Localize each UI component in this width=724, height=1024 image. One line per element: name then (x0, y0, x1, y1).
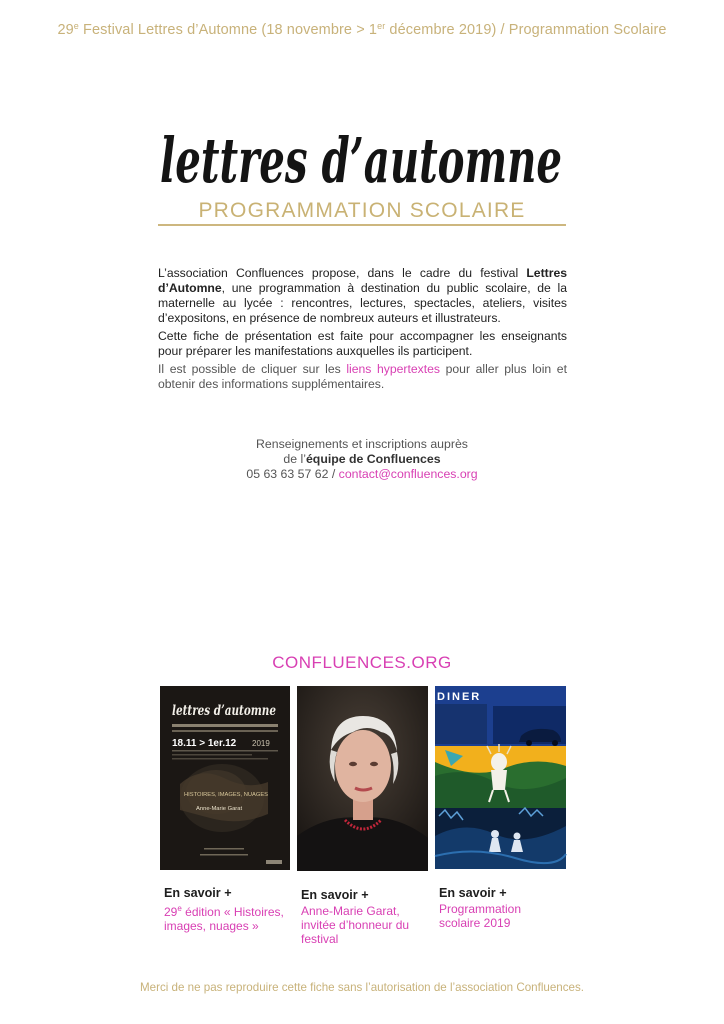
learn-more-button[interactable]: En savoir + (164, 886, 232, 900)
intro-p3-start: Il est possible de cliquer sur les (158, 362, 347, 376)
edition-link-text: édition « Histoires, images, nuages » (164, 905, 284, 933)
learn-more-button[interactable]: En savoir + (439, 886, 507, 900)
poster-year: 2019 (252, 739, 270, 748)
card-guest-author (301, 888, 429, 946)
edition-suffix: e (73, 21, 79, 31)
school-program-illustration[interactable] (435, 686, 566, 869)
date-suffix: er (377, 21, 386, 31)
contact-block (0, 437, 724, 482)
confluences-site-link[interactable]: CONFLUENCES.ORG (272, 653, 452, 672)
contact-line-2 (0, 452, 724, 467)
author-portrait-image[interactable] (297, 686, 428, 871)
diner-sign: DINER (437, 691, 482, 703)
program-title: PROGRAMMATION SCOLAIRE (198, 199, 526, 222)
intro-paragraph-3 (158, 362, 567, 392)
team-name: équipe de Confluences (305, 452, 441, 466)
card-festival-edition (164, 886, 296, 933)
intro-paragraph-1 (158, 266, 567, 326)
intro-paragraph-2: Cette fiche de présentation est faite pour accompagner les enseignants pour préparer les manifestations auxquelles ils participent. (158, 329, 567, 358)
poster-dates: 18.11 > 1er.12 (172, 738, 237, 749)
contact-line-3 (0, 467, 724, 482)
edition-link-number: 29 (164, 905, 178, 919)
logo-text: lettres d’automne (160, 124, 562, 197)
phone-number: 05 63 63 57 62 / (246, 467, 339, 481)
title-divider (158, 224, 566, 226)
hypertext-link[interactable]: liens hypertextes (346, 362, 440, 376)
contact-prefix: de l’ (283, 452, 306, 466)
footer-notice: Merci de ne pas reproduire cette fiche sans l’autorisation de l’association Confluences. (139, 981, 585, 994)
header-tail: décembre 2019) / Programmation Scolaire (385, 22, 667, 38)
edition-link[interactable] (164, 902, 296, 933)
school-program-link[interactable]: Programmation scolaire 2019 (439, 902, 522, 930)
edition-link-suffix: e (177, 904, 182, 913)
festival-logo (158, 108, 566, 198)
poster-logo: lettres d’automne (172, 703, 277, 719)
poster-guest: Anne-Marie Garat (196, 806, 243, 812)
logo-svg (158, 108, 566, 198)
festival-name: Lettres d’Automne (158, 266, 567, 295)
intro-p1-start: L’association Confluences propose, dans le cadre du festival (158, 266, 527, 280)
festival-poster-image[interactable] (160, 686, 290, 870)
intro-p1-end: , une programmation à destination du public scolaire, de la maternelle au lycée : rencontres, lectures, spectacles, ateliers, visites d’expositons, en présence de nombreux auteurs et illustrateurs. (158, 281, 567, 325)
header-line (0, 21, 724, 38)
festival-text: Festival Lettres d’Automne (18 novembre > 1 (78, 22, 378, 38)
intro-text (158, 266, 567, 395)
contact-line-1: Renseignements et inscriptions auprès (256, 437, 468, 451)
poster-theme: HISTOIRES, IMAGES, NUAGES (184, 792, 269, 798)
intro-p3-end: pour aller plus loin et obtenir des informations supplémentaires. (158, 362, 567, 391)
guest-author-link[interactable]: Anne-Marie Garat, invitée d’honneur du festival (301, 904, 410, 946)
email-link[interactable]: contact@confluences.org (338, 467, 478, 481)
card-school-program (439, 886, 565, 930)
learn-more-button[interactable]: En savoir + (301, 888, 369, 902)
edition-number: 29 (57, 22, 74, 38)
